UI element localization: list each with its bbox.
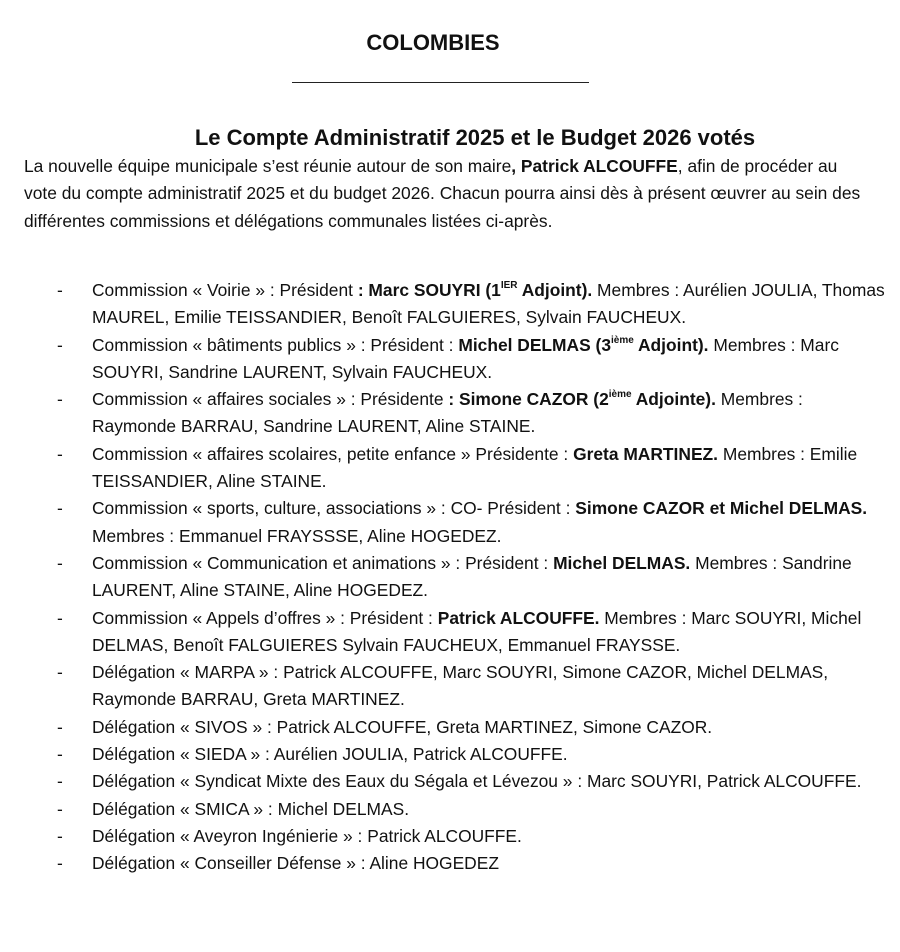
dash-bullet-icon: - — [57, 853, 63, 874]
dash-bullet-icon: - — [57, 389, 63, 410]
item-role: Adjoint). — [517, 280, 593, 300]
dash-bullet-icon: - — [57, 744, 63, 765]
list-item — [0, 386, 900, 441]
dash-bullet-icon: - — [57, 443, 63, 464]
item-role: Adjoint). — [633, 334, 709, 355]
list-item — [0, 659, 900, 714]
page-title: COLOMBIES — [366, 29, 500, 55]
item-lead: Commission « bâtiments publics » : Président : — [92, 334, 459, 355]
list-item — [0, 277, 900, 332]
list-item — [0, 495, 900, 550]
item-ordinal: IER — [500, 280, 518, 291]
intro-paragraph — [24, 153, 864, 235]
commissions-list — [0, 277, 900, 878]
list-item — [0, 332, 900, 387]
dash-bullet-icon: - — [57, 607, 63, 628]
list-item — [0, 823, 900, 850]
item-lead: Commission « Appels d’offres » : Président : — [92, 607, 438, 628]
item-lead: Commission « Communication et animations » : Président : — [92, 552, 554, 573]
item-text: Délégation « SIVOS » : Patrick ALCOUFFE, Greta MARTINEZ, Simone CAZOR. — [92, 716, 713, 737]
dash-bullet-icon: - — [57, 825, 63, 846]
item-ordinal: ième — [608, 389, 632, 401]
dash-bullet-icon: - — [57, 771, 63, 792]
item-lead: Commission « affaires scolaires, petite enfance » Présidente : — [92, 443, 574, 464]
item-lead: Commission « sports, culture, associations » : CO- Président : — [92, 498, 576, 519]
dash-bullet-icon: - — [57, 280, 63, 300]
mayor-name: , Patrick ALCOUFFE — [511, 156, 678, 176]
list-item — [0, 441, 900, 496]
item-members: Membres : Marc SOUYRI, Michel DELMAS, Benoît FALGUIERES Sylvain FAUCHEUX, Emmanuel FRAYSSE. — [92, 607, 862, 655]
list-item — [0, 605, 900, 660]
item-president: Greta MARTINEZ. — [573, 443, 718, 464]
dash-bullet-icon: - — [57, 716, 63, 737]
item-president: : Marc SOUYRI (1 — [357, 280, 501, 300]
article-headline: Le Compte Administratif 2025 et le Budget 2026 votés — [194, 125, 756, 151]
item-members: Membres : Sandrine LAURENT, Aline STAINE, Aline HOGEDEZ. — [92, 552, 852, 601]
item-lead: Commission « affaires sociales » : Présidente — [92, 389, 449, 410]
item-members: Membres : Raymonde BARRAU, Sandrine LAURENT, Aline STAINE. — [92, 389, 803, 437]
dash-bullet-icon: - — [57, 498, 63, 519]
item-text: Délégation « Conseiller Défense » : Aline HOGEDEZ — [92, 853, 499, 874]
item-text: Délégation « SIEDA » : Aurélien JOULIA, Patrick ALCOUFFE. — [92, 744, 568, 765]
dash-bullet-icon: - — [57, 334, 63, 355]
dash-bullet-icon: - — [57, 662, 63, 683]
item-text: Délégation « Syndicat Mixte des Eaux du Ségala et Lévezou » : Marc SOUYRI, Patrick ALCOUFFE. — [92, 771, 862, 792]
item-president: Simone CAZOR et Michel DELMAS. — [575, 498, 868, 519]
dash-bullet-icon: - — [57, 798, 63, 819]
list-item — [0, 550, 900, 605]
item-president: Michel DELMAS (3 — [458, 334, 611, 355]
item-members: Membres : Emmanuel FRAYSSSE, Aline HOGEDEZ. — [92, 525, 502, 546]
intro-text-2: , afin de procéder au vote du compte administratif 2025 et du budget 2026. Chacun pourra ainsi dès à présent œuvrer au sein des différentes commissions et délégations communales listées ci-après. — [24, 156, 861, 231]
item-members: Membres : Marc SOUYRI, Sandrine LAURENT, Sylvain FAUCHEUX. — [92, 334, 839, 382]
item-president: Michel DELMAS. — [553, 552, 691, 573]
item-lead: Commission « Voirie » : Président — [92, 280, 358, 300]
item-members: Membres : Aurélien JOULIA, Thomas MAUREL, Emilie TEISSANDIER, Benoît FALGUIERES, Sylvain FAUCHEUX. — [92, 280, 885, 328]
item-president: : Simone CAZOR (2 — [448, 389, 609, 410]
intro-text-1: La nouvelle équipe municipale s’est réunie autour de son maire — [24, 156, 512, 176]
item-role: Adjointe). — [631, 389, 716, 410]
item-ordinal: ième — [611, 334, 634, 346]
item-text: Délégation « MARPA » : Patrick ALCOUFFE, Marc SOUYRI, Simone CAZOR, Michel DELMAS, Raymonde BARRAU, Greta MARTINEZ. — [92, 662, 829, 710]
title-divider — [292, 82, 589, 83]
item-president: Patrick ALCOUFFE. — [437, 607, 600, 628]
dash-bullet-icon: - — [57, 552, 63, 573]
list-item — [0, 714, 900, 741]
item-text: Délégation « Aveyron Ingénierie » : Patrick ALCOUFFE. — [92, 825, 522, 846]
list-item — [0, 768, 900, 795]
item-members: Membres : Emilie TEISSANDIER, Aline STAINE. — [92, 443, 858, 492]
list-item — [0, 850, 900, 877]
item-text: Délégation « SMICA » : Michel DELMAS. — [92, 798, 410, 819]
list-item — [0, 796, 900, 823]
list-item — [0, 741, 900, 768]
